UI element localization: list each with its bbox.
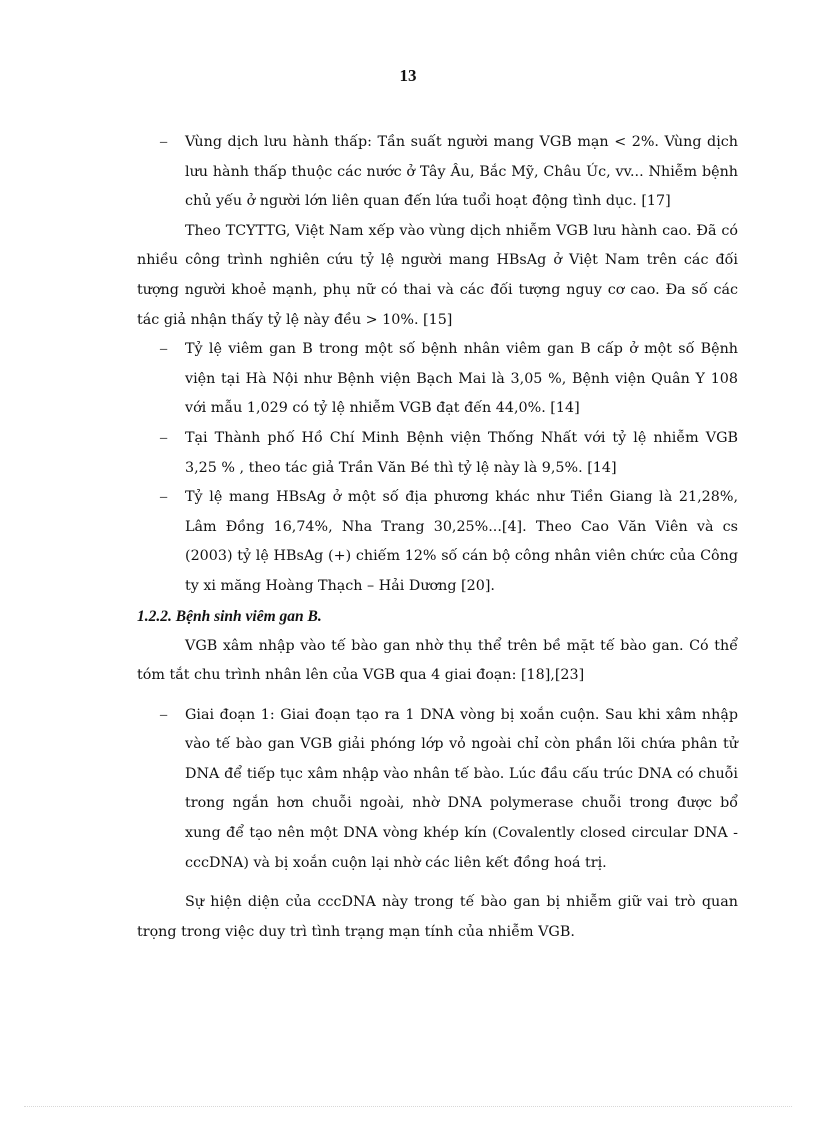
bullet-low-endemic [137, 128, 738, 217]
bullet-text: Tỷ lệ viêm gan B trong một số bệnh nhân viêm gan B cấp ở một số Bệnh viện tại Hà Nội như Bệnh viện Bạch Mai là 3,05 %, Bệnh viện Quân Y 108 với mẫu 1,029 có tỷ lệ nhiễm VGB đạt đến 44,0%. [14] [185, 341, 738, 417]
footer-divider [24, 1106, 792, 1107]
paragraph-vietnam-prevalence: Theo TCYTTG, Việt Nam xếp vào vùng dịch nhiễm VGB lưu hành cao. Đã có nhiều công trình nghiên cứu tỷ lệ người mang HBsAg ở Việt Nam trên các đối tượng người khoẻ mạnh, phụ nữ có thai và các đối tượng nguy cơ cao. Đa số các tác giả nhận thấy tỷ lệ này đều > 10%. [15] [137, 222, 738, 328]
bullet-text: Vùng dịch lưu hành thấp: Tần suất người mang VGB mạn < 2%. Vùng dịch lưu hành thấp thuộc các nước ở Tây Âu, Bắc Mỹ, Châu Úc, vv... Nhiễm bệnh chủ yếu ở người lớn liên quan đến lứa tuổi hoạt động tình dục. [17] [185, 134, 738, 210]
dash-marker: – [160, 706, 168, 723]
document-body [137, 128, 738, 947]
dash-marker: – [160, 341, 168, 358]
bullet-other-provinces [137, 483, 738, 601]
bullet-hanoi-hospitals [137, 335, 738, 424]
bullet-text: Tỷ lệ mang HBsAg ở một số địa phương khác như Tiền Giang là 21,28%, Lâm Đồng 16,74%, Nha Trang 30,25%...[4]. Theo Cao Văn Viên và cs (2003) tỷ lệ HBsAg (+) chiếm 12% số cán bộ công nhân viên chức của Công ty xi măng Hoàng Thạch – Hải Dương [20]. [185, 489, 738, 594]
dash-marker: – [160, 134, 168, 150]
paragraph-pathogenesis-intro: VGB xâm nhập vào tế bào gan nhờ thụ thể trên bề mặt tế bào gan. Có thể tóm tắt chu trình nhân lên của VGB qua 4 giai đoạn: [18],[23] [137, 637, 738, 684]
dash-marker: – [160, 429, 168, 446]
bullet-text: Giai đoạn 1: Giai đoạn tạo ra 1 DNA vòng bị xoắn cuộn. Sau khi xâm nhập vào tế bào gan VGB giải phóng lớp vỏ ngoài chỉ còn phần lõi chứa phân tử DNA để tiếp tục xâm nhập vào nhân tế bào. Lúc đầu cấu trúc DNA có chuỗi trong ngắn hơn chuỗi ngoài, nhờ DNA polymerase chuỗi trong được bổ xung để tạo nên một DNA vòng khép kín (Covalently closed circular DNA - cccDNA) và bị xoắn cuộn lại nhờ các liên kết đồng hoá trị. [185, 706, 738, 871]
section-heading: 1.2.2. Bệnh sinh viêm gan B. [137, 607, 322, 625]
page-number: 13 [399, 66, 417, 85]
spacer [137, 878, 738, 888]
bullet-stage-1 [137, 701, 738, 879]
bullet-hcmc [137, 424, 738, 483]
bullet-text: Tại Thành phố Hồ Chí Minh Bệnh viện Thống Nhất với tỷ lệ nhiễm VGB 3,25 % , theo tác giả Trần Văn Bé thì tỷ lệ này là 9,5%. [14] [185, 429, 738, 476]
dash-marker: – [160, 489, 168, 506]
paragraph-cccdna-role: Sự hiện diện của cccDNA này trong tế bào gan bị nhiễm giữ vai trò quan trọng trong việc duy trì tình trạng mạn tính của nhiễm VGB. [137, 894, 738, 940]
spacer [137, 691, 738, 701]
